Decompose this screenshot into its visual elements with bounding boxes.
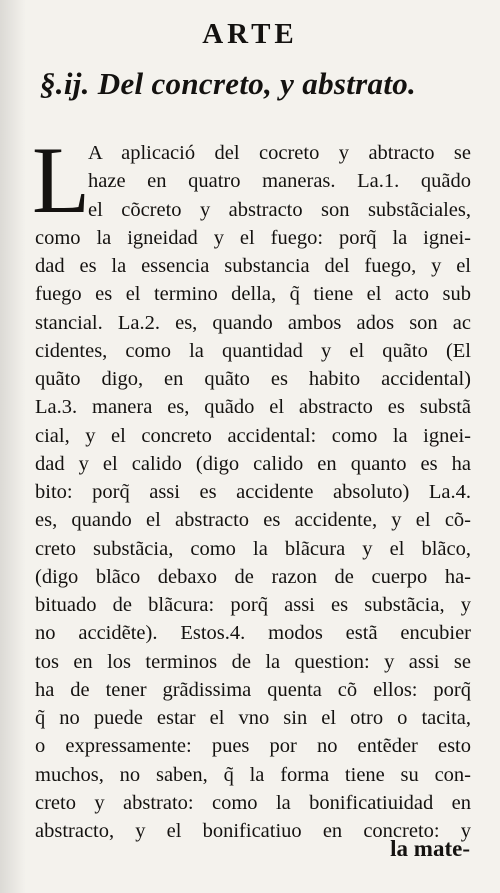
text-line: como la igneidad y el fuego: porq̃ la ignei-: [35, 226, 471, 249]
text-line: tos en los terminos de la question: y assi se: [35, 650, 471, 673]
text-line: quãto digo, en quãto es habito accidental): [35, 368, 471, 390]
text-line: A aplicació del cocreto y abtracto se: [88, 142, 471, 164]
text-line: (digo blãco debaxo de razon de cuerpo ha-: [35, 565, 471, 588]
text-line: es, quando el abstracto es accidente, y el cõ-: [35, 509, 471, 532]
body-text: [35, 139, 471, 845]
text-line: dad y el calido (digo calido en quanto es ha: [35, 452, 471, 475]
text-line: haze en quatro maneras. La.1. quãdo: [88, 170, 471, 193]
text-line: ha de tener grãdissima quenta cõ ellos: porq̃: [35, 678, 471, 701]
text-line: cidentes, como la quantidad y el quãto (El: [35, 339, 471, 362]
text-line: fuego es el termino della, q̃ tiene el acto sub: [35, 283, 471, 306]
drop-cap: L: [32, 127, 91, 233]
text-line: La.3. manera es, quãdo el abstracto es substã: [35, 396, 471, 419]
text-line: cial, y el concreto accidental: como la ignei-: [35, 424, 471, 447]
text-line: stancial. La.2. es, quando ambos ados son ac: [35, 311, 471, 334]
section-title: §.ij. Del concreto, y abstrato.: [40, 66, 417, 101]
text-line: no accidẽte). Estos.4. modos estã encubier: [35, 622, 471, 645]
catchword: la mate-: [390, 836, 470, 861]
text-line: creto substãcia, como la blãcura y el blãco,: [35, 537, 471, 560]
text-line: abstracto, y el bonificatiuo en concreto: y: [35, 820, 471, 842]
text-line: el cõcreto y abstracto son substãciales,: [88, 198, 471, 221]
text-line: bituado de blãcura: porq̃ assi es substãcia, y: [35, 594, 471, 616]
running-head: ARTE: [202, 18, 298, 50]
text-line: dad es la essencia substancia del fuego, y el: [35, 255, 471, 277]
text-line: creto y abstrato: como la bonificatiuidad en: [35, 791, 471, 814]
text-line: bito: porq̃ assi es accidente absoluto) La.4.: [35, 481, 471, 503]
text-line: muchos, no saben, q̃ la forma tiene su con-: [35, 763, 471, 786]
text-line: q̃ no puede estar el vno sin el otro o tacita,: [35, 707, 471, 729]
text-line: o expressamente: pues por no entẽder esto: [35, 735, 471, 758]
